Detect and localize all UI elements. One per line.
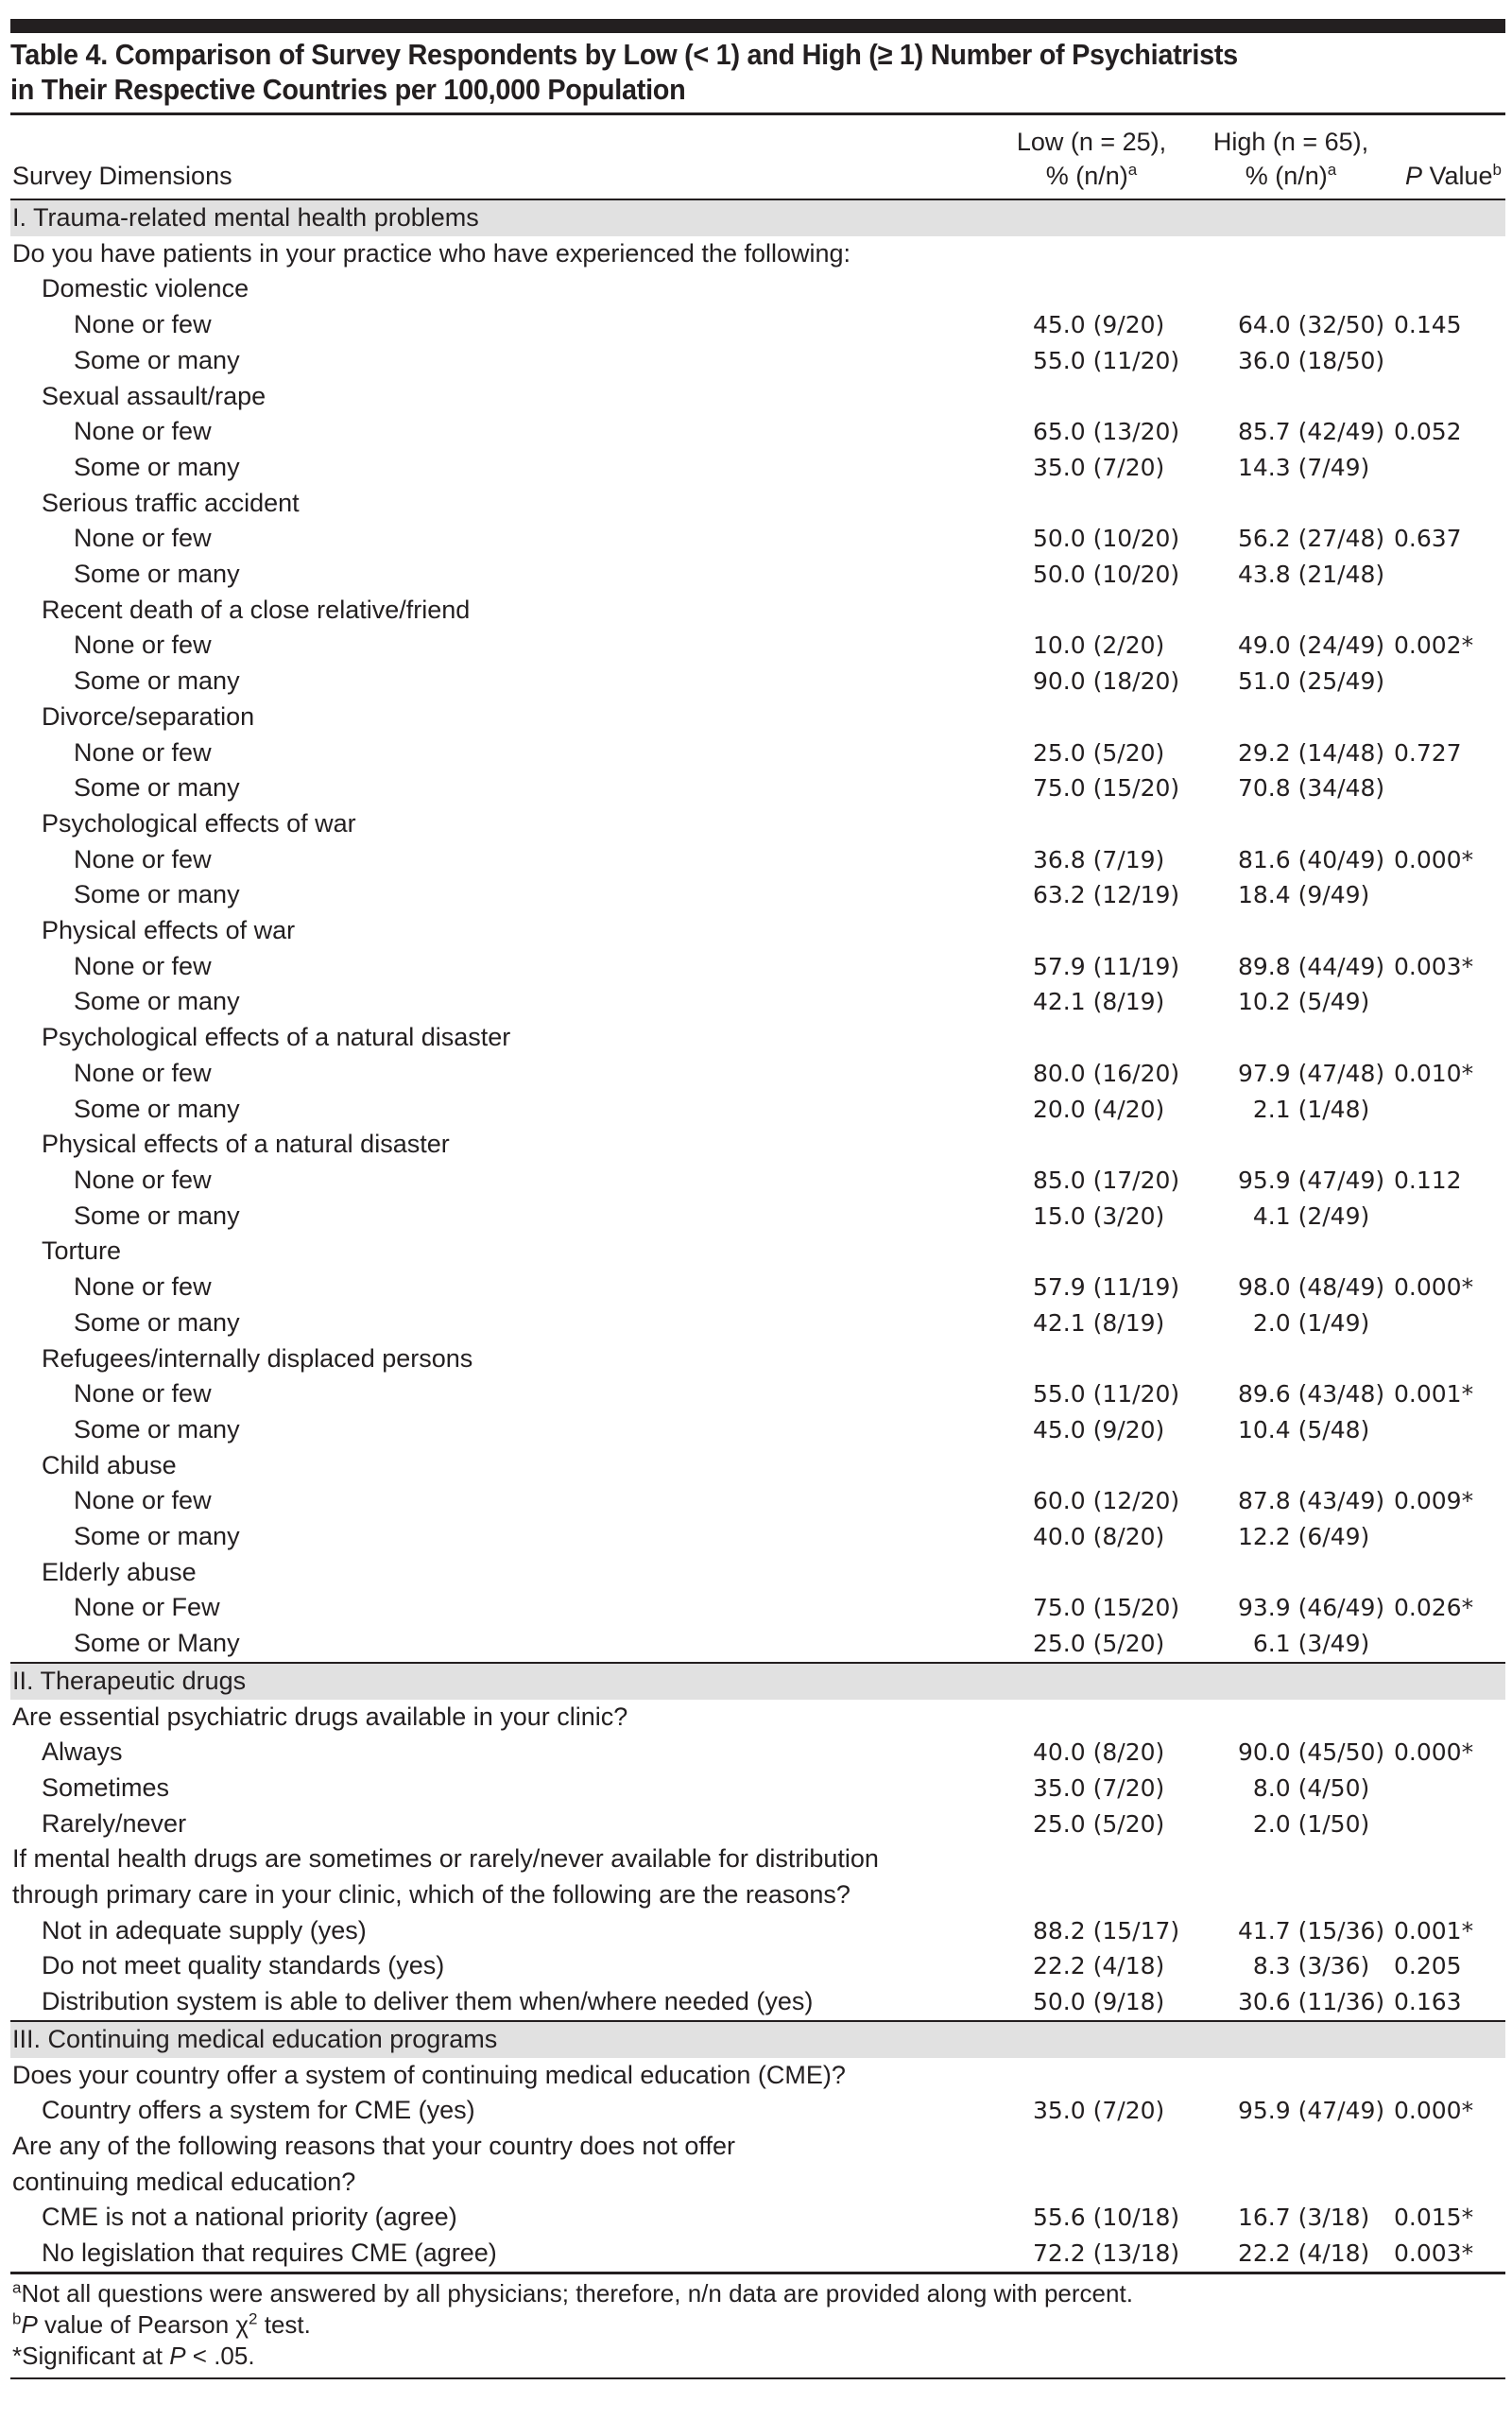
high-group-value: 22.2 (4/18) (1238, 2239, 1370, 2268)
table-row (10, 1735, 1505, 1771)
high-group-value: 51.0 (25/49) (1238, 667, 1385, 696)
p-value: 0.205 (1394, 1952, 1462, 1980)
p-value (1394, 593, 1505, 629)
row-label: Some or many (74, 560, 240, 589)
p-value: 0.009* (1394, 1487, 1474, 1515)
row-label: CME is not a national priority (agree) (42, 2203, 457, 2232)
header-survey-dimensions: Survey Dimensions (12, 162, 232, 190)
p-value (1394, 1771, 1505, 1806)
high-group-value: 30.6 (11/36) (1238, 1988, 1385, 2016)
high-group-value (1195, 1020, 1394, 1056)
high-group-value: 70.8 (34/48) (1238, 774, 1385, 803)
row-label: None or few (74, 844, 212, 873)
footnote-marker: a (1127, 161, 1138, 179)
row-label: Physical effects of war (42, 916, 296, 945)
row-label: continuing medical education? (12, 2167, 356, 2196)
row-label: Some or many (74, 666, 240, 696)
high-group-value: 97.9 (47/48) (1238, 1059, 1385, 1087)
row-label: Some or many (74, 1201, 240, 1230)
low-group-value (995, 913, 1195, 949)
table-row (10, 1020, 1505, 1056)
low-group-value: 35.0 (7/20) (1033, 1773, 1165, 1802)
high-group-value: 2.0 (1/49) (1238, 1308, 1370, 1337)
section-header-row (10, 199, 1505, 236)
high-group-value: 95.9 (47/49) (1238, 1166, 1385, 1194)
high-group-value: 41.7 (15/36) (1238, 1916, 1385, 1945)
row-label: Divorce/separation (42, 701, 255, 731)
row-label: None or few (74, 310, 212, 339)
footnote-marker: a (1327, 161, 1337, 179)
table-row (10, 1448, 1505, 1484)
p-value (1394, 1448, 1505, 1484)
low-group-value: 22.2 (4/18) (1033, 1952, 1165, 1980)
p-value: 0.000* (1394, 845, 1474, 873)
row-label: Not in adequate supply (yes) (42, 1915, 367, 1945)
high-group-value: 64.0 (32/50) (1238, 311, 1385, 339)
p-value: 0.112 (1394, 1166, 1462, 1194)
table-row (10, 628, 1505, 664)
question-row (10, 2165, 1505, 2201)
row-label: Torture (42, 1236, 122, 1266)
low-group-value: 45.0 (9/20) (1033, 311, 1165, 339)
high-group-value (1195, 593, 1394, 629)
row-label: None or few (74, 1165, 212, 1194)
low-group-value: 75.0 (15/20) (1033, 1594, 1180, 1622)
table-row (10, 557, 1505, 593)
table-row (10, 1092, 1505, 1128)
table-row (10, 1519, 1505, 1555)
row-label: I. Trauma-related mental health problems (12, 203, 479, 232)
footnote-text: < .05. (185, 2341, 255, 2370)
question-row (10, 1877, 1505, 1913)
table-row (10, 1056, 1505, 1092)
p-value (1394, 557, 1505, 593)
question-row (10, 236, 1505, 272)
p-value: 0.000* (1394, 1738, 1474, 1767)
high-group-value: 10.2 (5/49) (1238, 988, 1370, 1016)
section-header-row (10, 1662, 1505, 1700)
p-value: 0.000* (1394, 1273, 1474, 1302)
table-row (10, 2200, 1505, 2236)
table-row (10, 1948, 1505, 1984)
low-group-value: 50.0 (10/20) (1033, 561, 1180, 589)
table-row (10, 664, 1505, 700)
high-group-value: 36.0 (18/50) (1238, 346, 1385, 374)
low-group-value (995, 593, 1195, 629)
high-group-value (1195, 806, 1394, 842)
table-row (10, 307, 1505, 343)
low-group-value: 10.0 (2/20) (1033, 631, 1165, 660)
row-label: Some or many (74, 1094, 240, 1123)
table-row (10, 1771, 1505, 1806)
table-row (10, 877, 1505, 913)
top-rule (10, 19, 1505, 33)
row-label: Psychological effects of war (42, 808, 356, 838)
table-row (10, 1806, 1505, 1842)
high-group-value: 89.8 (44/49) (1238, 952, 1385, 980)
header-low-unit: % (n/n) (1045, 162, 1128, 190)
table-row (10, 2093, 1505, 2129)
row-label: Physical effects of a natural disaster (42, 1130, 450, 1159)
table-row (10, 842, 1505, 878)
low-group-value (995, 1341, 1195, 1377)
table-4 (10, 19, 1505, 2379)
question-row (10, 2058, 1505, 2094)
row-label: None or few (74, 1486, 212, 1515)
low-group-value (995, 806, 1195, 842)
row-label: through primary care in your clinic, which of the following are the reasons? (12, 1880, 850, 1910)
low-group-value: 36.8 (7/19) (1033, 845, 1165, 873)
row-label: Some or many (74, 1307, 240, 1337)
p-value (1394, 1412, 1505, 1448)
low-group-value: 90.0 (18/20) (1033, 667, 1180, 696)
p-value (1394, 450, 1505, 486)
header-high-line1: High (n = 65), (1212, 128, 1369, 156)
high-group-value (1195, 1555, 1394, 1591)
low-group-value (995, 1555, 1195, 1591)
low-group-value: 80.0 (16/20) (1033, 1059, 1180, 1087)
table-row (10, 806, 1505, 842)
superscript: 2 (249, 2309, 258, 2328)
row-label: III. Continuing medical education programs (12, 2024, 498, 2053)
low-group-value: 85.0 (17/20) (1033, 1166, 1180, 1194)
high-group-value: 12.2 (6/49) (1238, 1523, 1370, 1551)
p-value (1394, 984, 1505, 1020)
table-row (10, 2236, 1505, 2272)
p-value: 0.002* (1394, 631, 1474, 660)
low-group-value: 25.0 (5/20) (1033, 738, 1165, 767)
p-value (1394, 913, 1505, 949)
p-value (1394, 379, 1505, 415)
table-row (10, 949, 1505, 985)
row-label: Some or many (74, 987, 240, 1016)
p-value (1394, 877, 1505, 913)
footnote-marker: a (12, 2278, 22, 2297)
high-group-value: 49.0 (24/49) (1238, 631, 1385, 660)
row-label: Serious traffic accident (42, 488, 300, 517)
p-italic: P (21, 2309, 38, 2339)
low-group-value (995, 1234, 1195, 1270)
table-header (10, 115, 1505, 199)
row-label: None or few (74, 1058, 212, 1087)
table-row (10, 1163, 1505, 1199)
high-group-value (1195, 379, 1394, 415)
high-group-value (1195, 700, 1394, 735)
footnote-text: value of Pearson χ (37, 2309, 249, 2339)
table-row (10, 1305, 1505, 1341)
low-group-value: 40.0 (8/20) (1033, 1523, 1165, 1551)
high-group-value (1195, 486, 1394, 522)
high-group-value: 4.1 (2/49) (1238, 1201, 1370, 1230)
table-row (10, 521, 1505, 557)
high-group-value: 87.8 (43/49) (1238, 1487, 1385, 1515)
row-label: Some or many (74, 345, 240, 374)
low-group-value: 57.9 (11/19) (1033, 1273, 1180, 1302)
p-value (1394, 1305, 1505, 1341)
low-group-value: 45.0 (9/20) (1033, 1415, 1165, 1443)
table-row (10, 1555, 1505, 1591)
low-group-value: 15.0 (3/20) (1033, 1201, 1165, 1230)
p-value (1394, 1806, 1505, 1842)
row-label: Refugees/internally displaced persons (42, 1343, 473, 1373)
high-group-value (1195, 913, 1394, 949)
p-value: 0.010* (1394, 1059, 1474, 1087)
low-group-value: 65.0 (13/20) (1033, 418, 1180, 446)
header-high-unit: % (n/n) (1245, 162, 1328, 190)
section-header-row (10, 2020, 1505, 2058)
high-group-value: 85.7 (42/49) (1238, 418, 1385, 446)
title-line-2: in Their Respective Countries per 100,000 Population (10, 73, 686, 106)
low-group-value: 42.1 (8/19) (1033, 1308, 1165, 1337)
high-group-value (1195, 1448, 1394, 1484)
low-group-value: 40.0 (8/20) (1033, 1738, 1165, 1767)
p-value (1394, 1199, 1505, 1235)
p-value: 0.015* (1394, 2204, 1474, 2232)
p-value (1394, 1341, 1505, 1377)
p-value (1394, 1519, 1505, 1555)
row-label: Do you have patients in your practice who have experienced the following: (12, 238, 851, 268)
low-group-value: 55.6 (10/18) (1033, 2204, 1180, 2232)
low-group-value: 50.0 (10/20) (1033, 525, 1180, 553)
high-group-value: 81.6 (40/49) (1238, 845, 1385, 873)
bottom-rule (10, 2377, 1505, 2379)
p-value (1394, 664, 1505, 700)
p-value: 0.000* (1394, 2097, 1474, 2125)
high-group-value: 90.0 (45/50) (1238, 1738, 1385, 1767)
header-low-line2 (991, 159, 1192, 193)
footnote-marker: b (12, 2309, 22, 2328)
table-row (10, 593, 1505, 629)
table-row (10, 770, 1505, 806)
p-value (1394, 486, 1505, 522)
table-row (10, 1483, 1505, 1519)
row-label: Some or Many (74, 1629, 240, 1658)
high-group-value (1195, 1341, 1394, 1377)
low-group-value: 20.0 (4/20) (1033, 1095, 1165, 1123)
row-label: Distribution system is able to deliver them when/where needed (yes) (42, 1987, 814, 2016)
row-label: Child abuse (42, 1450, 177, 1479)
p-italic: P (169, 2341, 186, 2370)
table-row (10, 414, 1505, 450)
low-group-value: 75.0 (15/20) (1033, 774, 1180, 803)
p-italic: P (1404, 162, 1422, 190)
low-group-value (995, 379, 1195, 415)
p-value: 0.001* (1394, 1380, 1474, 1409)
low-group-value (995, 271, 1195, 307)
table-row (10, 1199, 1505, 1235)
low-group-value (995, 1020, 1195, 1056)
table-row (10, 913, 1505, 949)
low-group-value: 63.2 (12/19) (1033, 881, 1180, 909)
row-label: No legislation that requires CME (agree) (42, 2238, 497, 2268)
table-row (10, 1590, 1505, 1626)
question-row (10, 2129, 1505, 2165)
table-row (10, 271, 1505, 307)
low-group-value (995, 486, 1195, 522)
header-high (1192, 125, 1390, 193)
footnote-marker: b (1492, 161, 1502, 179)
table-body (10, 199, 1505, 2272)
row-label: None or few (74, 1272, 212, 1302)
row-label: Do not meet quality standards (yes) (42, 1951, 445, 1980)
low-group-value: 25.0 (5/20) (1033, 1809, 1165, 1838)
row-label: Some or many (74, 1414, 240, 1443)
row-label: If mental health drugs are sometimes or rarely/never available for distribution (12, 1844, 879, 1874)
table-row (10, 984, 1505, 1020)
p-value (1394, 1626, 1505, 1662)
row-label: Rarely/never (42, 1808, 187, 1838)
row-label: None or few (74, 1379, 212, 1409)
table-row (10, 1270, 1505, 1305)
row-label: Always (42, 1737, 123, 1767)
p-value: 0.163 (1394, 1988, 1462, 2016)
table-footnotes (10, 2272, 1505, 2379)
table-row (10, 700, 1505, 735)
high-group-value (1195, 1127, 1394, 1163)
high-group-value: 95.9 (47/49) (1238, 2097, 1385, 2125)
low-group-value: 25.0 (5/20) (1033, 1630, 1165, 1658)
table-row (10, 1341, 1505, 1377)
high-group-value: 16.7 (3/18) (1238, 2204, 1370, 2232)
p-value-label: Value (1421, 162, 1493, 190)
row-label: Sexual assault/rape (42, 381, 266, 410)
row-label: Some or many (74, 1522, 240, 1551)
row-label: Recent death of a close relative/friend (42, 595, 471, 624)
p-value: 0.003* (1394, 2239, 1474, 2268)
p-value: 0.145 (1394, 311, 1462, 339)
row-label: None or few (74, 524, 212, 553)
high-group-value: 89.6 (43/48) (1238, 1380, 1385, 1409)
low-group-value (995, 1127, 1195, 1163)
footnote-text: *Significant at (12, 2341, 170, 2370)
high-group-value: 2.0 (1/50) (1238, 1809, 1370, 1838)
row-label: None or few (74, 417, 212, 446)
footnote-text: test. (257, 2309, 311, 2339)
low-group-value: 88.2 (15/17) (1033, 1916, 1180, 1945)
high-group-value: 93.9 (46/49) (1238, 1594, 1385, 1622)
row-label: Some or many (74, 452, 240, 481)
row-label: None or Few (74, 1593, 220, 1622)
high-group-value: 14.3 (7/49) (1238, 453, 1370, 481)
high-group-value: 8.3 (3/36) (1238, 1952, 1370, 1980)
header-high-line2 (1192, 159, 1390, 193)
table-title (10, 37, 1400, 107)
row-label: Country offers a system for CME (yes) (42, 2096, 475, 2125)
low-group-value: 35.0 (7/20) (1033, 453, 1165, 481)
p-value: 0.727 (1394, 738, 1462, 767)
question-row (10, 1841, 1505, 1877)
low-group-value: 35.0 (7/20) (1033, 2097, 1165, 2125)
high-group-value (1195, 271, 1394, 307)
table-row (10, 450, 1505, 486)
low-group-value: 72.2 (13/18) (1033, 2239, 1180, 2268)
p-value (1394, 271, 1505, 307)
p-value: 0.026* (1394, 1594, 1474, 1622)
p-value (1394, 770, 1505, 806)
low-group-value: 60.0 (12/20) (1033, 1487, 1180, 1515)
high-group-value (1195, 1234, 1394, 1270)
row-label: II. Therapeutic drugs (12, 1666, 247, 1695)
high-group-value: 18.4 (9/49) (1238, 881, 1370, 909)
high-group-value: 43.8 (21/48) (1238, 561, 1385, 589)
row-label: Some or many (74, 880, 240, 909)
p-value (1394, 806, 1505, 842)
footnote-b (10, 2309, 1505, 2341)
table-row (10, 486, 1505, 522)
footnote-a (10, 2278, 1505, 2309)
low-group-value: 55.0 (11/20) (1033, 1380, 1180, 1409)
row-label: Sometimes (42, 1772, 170, 1802)
p-value (1394, 700, 1505, 735)
low-group-value: 55.0 (11/20) (1033, 346, 1180, 374)
low-group-value: 50.0 (9/18) (1033, 1988, 1165, 2016)
row-label: None or few (74, 631, 212, 660)
p-value: 0.052 (1394, 418, 1462, 446)
p-value: 0.637 (1394, 525, 1462, 553)
header-p-value (1390, 159, 1505, 193)
table-row (10, 1626, 1505, 1662)
table-row (10, 735, 1505, 771)
row-label: Elderly abuse (42, 1557, 197, 1586)
title-line-1: Table 4. Comparison of Survey Respondents by Low (< 1) and High (≥ 1) Number of Psychiatrists (10, 38, 1238, 71)
header-low (991, 125, 1192, 193)
low-group-value: 42.1 (8/19) (1033, 988, 1165, 1016)
p-value (1394, 1234, 1505, 1270)
row-label: Domestic violence (42, 274, 249, 303)
p-value: 0.001* (1394, 1916, 1474, 1945)
header-low-line1: Low (n = 25), (1016, 128, 1167, 156)
row-label: Psychological effects of a natural disaster (42, 1023, 511, 1052)
table-row (10, 379, 1505, 415)
row-label: None or few (74, 951, 212, 980)
table-row (10, 343, 1505, 379)
p-value (1394, 1555, 1505, 1591)
footnote-significance (10, 2341, 1505, 2372)
row-label: Some or many (74, 773, 240, 803)
high-group-value: 98.0 (48/49) (1238, 1273, 1385, 1302)
table-row (10, 1412, 1505, 1448)
table-row (10, 1127, 1505, 1163)
question-row (10, 1700, 1505, 1736)
table-row (10, 1913, 1505, 1949)
high-group-value: 6.1 (3/49) (1238, 1630, 1370, 1658)
p-value: 0.003* (1394, 952, 1474, 980)
p-value (1394, 1092, 1505, 1128)
table-row (10, 1234, 1505, 1270)
high-group-value: 10.4 (5/48) (1238, 1415, 1370, 1443)
row-label: None or few (74, 737, 212, 767)
p-value (1394, 343, 1505, 379)
high-group-value: 56.2 (27/48) (1238, 525, 1385, 553)
row-label: Are essential psychiatric drugs available in your clinic? (12, 1702, 628, 1731)
table-row (10, 1376, 1505, 1412)
row-label: Does your country offer a system of continuing medical education (CME)? (12, 2060, 846, 2089)
p-value (1394, 1020, 1505, 1056)
low-group-value (995, 700, 1195, 735)
row-label: Are any of the following reasons that your country does not offer (12, 2131, 735, 2160)
high-group-value: 2.1 (1/48) (1238, 1095, 1370, 1123)
low-group-value: 57.9 (11/19) (1033, 952, 1180, 980)
p-value (1394, 1127, 1505, 1163)
high-group-value: 8.0 (4/50) (1238, 1773, 1370, 1802)
table-row (10, 1984, 1505, 2020)
low-group-value (995, 1448, 1195, 1484)
high-group-value: 29.2 (14/48) (1238, 738, 1385, 767)
footnote-text: Not all questions were answered by all physicians; therefore, n/n data are provided along with percent. (21, 2278, 1133, 2308)
